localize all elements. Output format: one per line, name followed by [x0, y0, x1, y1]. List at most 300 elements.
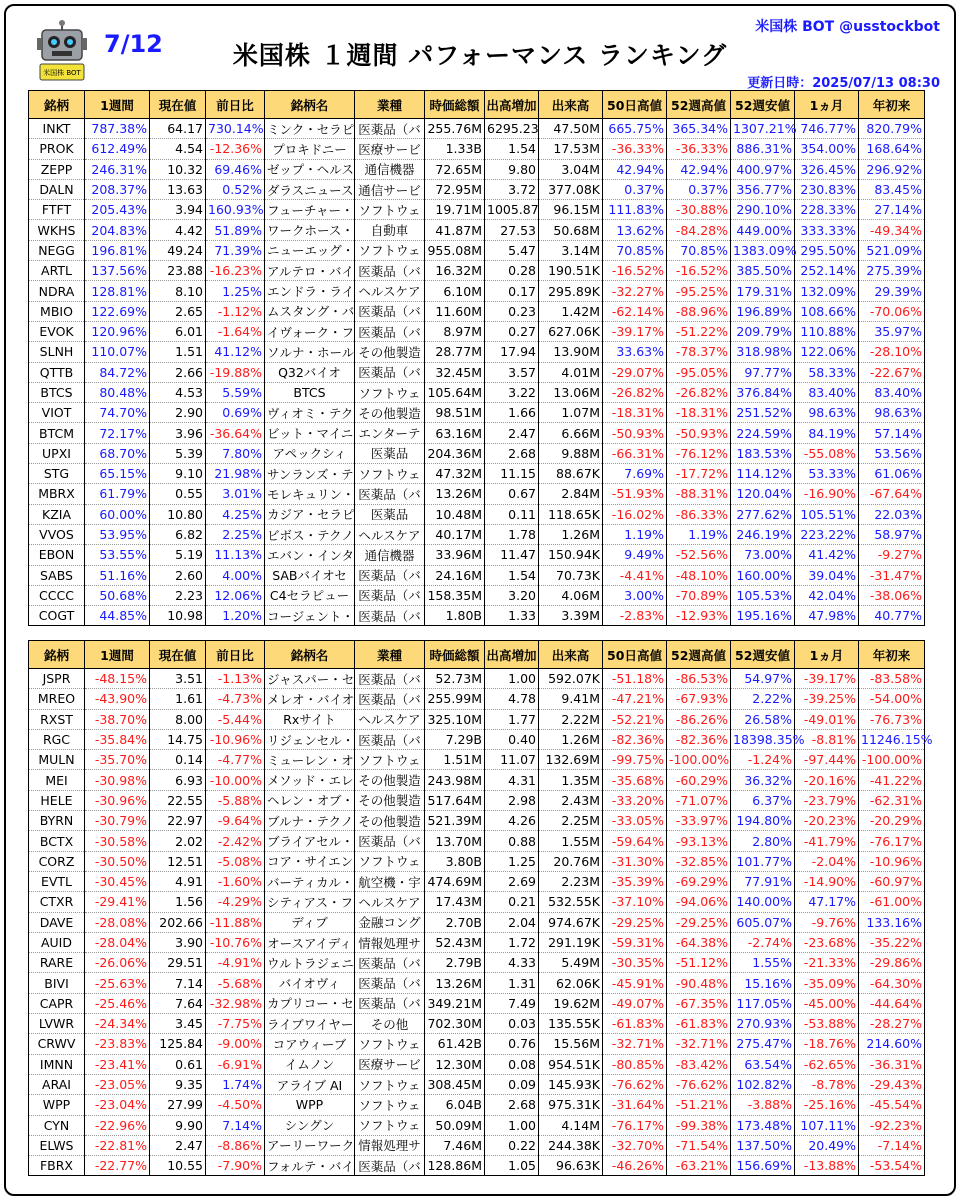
cell-volume: 190.51K	[539, 261, 603, 281]
cell-low-52w: 224.59%	[731, 423, 795, 443]
table-row[interactable]	[29, 606, 925, 626]
cell-market-cap: 17.43M	[425, 892, 485, 912]
table-row[interactable]	[29, 993, 925, 1013]
cell-price: 10.80	[150, 504, 206, 524]
cell-month: 20.49%	[795, 1135, 859, 1155]
cell-week: 72.17%	[85, 423, 150, 443]
cell-high-52w: -90.48%	[667, 973, 731, 993]
table-row[interactable]	[29, 585, 925, 605]
cell-ytd: -35.22%	[859, 932, 925, 952]
column-header-company-name: 銘柄名	[265, 91, 355, 119]
cell-volume: 17.53M	[539, 139, 603, 159]
cell-company-name: シティアス・フ	[265, 892, 355, 912]
cell-ytd: -92.23%	[859, 1115, 925, 1135]
cell-volume: 2.84M	[539, 484, 603, 504]
cell-week: -22.81%	[85, 1135, 150, 1155]
cell-price: 10.32	[150, 159, 206, 179]
table-row[interactable]	[29, 1014, 925, 1034]
cell-volume: 5.49M	[539, 953, 603, 973]
cell-price: 6.93	[150, 770, 206, 790]
cell-ticker[interactable]: WPP	[29, 1095, 85, 1115]
cell-industry: ソフトウェ	[355, 851, 425, 871]
cell-day-change: -1.13%	[206, 669, 265, 689]
cell-week: -23.05%	[85, 1074, 150, 1094]
cell-high-52w: -67.93%	[667, 689, 731, 709]
cell-low-52w: 117.05%	[731, 993, 795, 1013]
cell-month: 223.22%	[795, 524, 859, 544]
table-row[interactable]	[29, 220, 925, 240]
cell-week: -30.45%	[85, 871, 150, 891]
table-row[interactable]	[29, 1135, 925, 1155]
cell-day-change: 71.39%	[206, 240, 265, 260]
cell-industry: 自動車	[355, 220, 425, 240]
cell-low-52w: 449.00%	[731, 220, 795, 240]
cell-low-52w: 6.37%	[731, 790, 795, 810]
cell-industry: 医薬品（バ	[355, 973, 425, 993]
cell-ticker[interactable]: PROK	[29, 139, 85, 159]
cell-ticker[interactable]: SLNH	[29, 342, 85, 362]
table-row[interactable]	[29, 729, 925, 749]
cell-month: -13.88%	[795, 1156, 859, 1176]
cell-ticker[interactable]: INKT	[29, 119, 85, 139]
cell-ticker[interactable]: JSPR	[29, 669, 85, 689]
cell-ticker[interactable]: EVOK	[29, 321, 85, 341]
cell-volume: 295.89K	[539, 281, 603, 301]
cell-company-name: メソッド・エレ	[265, 770, 355, 790]
cell-volume: 20.76M	[539, 851, 603, 871]
cell-ytd: 29.39%	[859, 281, 925, 301]
cell-day-change: -5.68%	[206, 973, 265, 993]
table-row[interactable]	[29, 403, 925, 423]
cell-day-change: -4.73%	[206, 689, 265, 709]
cell-ticker[interactable]: MBRX	[29, 484, 85, 504]
cell-month: 252.14%	[795, 261, 859, 281]
cell-market-cap: 325.10M	[425, 709, 485, 729]
cell-week: 44.85%	[85, 606, 150, 626]
cell-ticker[interactable]: FBRX	[29, 1156, 85, 1176]
cell-low-52w: 1307.21%	[731, 119, 795, 139]
cell-volume: 96.63K	[539, 1156, 603, 1176]
cell-ticker[interactable]: UPXI	[29, 443, 85, 463]
cell-day-change: -12.36%	[206, 139, 265, 159]
cell-industry: その他	[355, 1014, 425, 1034]
table-row[interactable]	[29, 871, 925, 891]
cell-price: 7.14	[150, 973, 206, 993]
cell-market-cap: 41.87M	[425, 220, 485, 240]
cell-price: 29.51	[150, 953, 206, 973]
cell-high-52w: -88.96%	[667, 301, 731, 321]
cell-low-52w: 270.93%	[731, 1014, 795, 1034]
table-row[interactable]	[29, 1095, 925, 1115]
cell-industry: 医薬品（バ	[355, 729, 425, 749]
cell-high-50d: 0.37%	[603, 179, 667, 199]
cell-volume: 15.56M	[539, 1034, 603, 1054]
cell-day-change: 5.59%	[206, 382, 265, 402]
cell-volume: 2.25M	[539, 811, 603, 831]
cell-week: -38.70%	[85, 709, 150, 729]
cell-low-52w: 251.52%	[731, 403, 795, 423]
cell-ticker[interactable]: MEI	[29, 770, 85, 790]
table-row[interactable]	[29, 200, 925, 220]
cell-price: 4.91	[150, 871, 206, 891]
cell-ticker[interactable]: VIOT	[29, 403, 85, 423]
cell-price: 5.19	[150, 545, 206, 565]
cell-ytd: 57.14%	[859, 423, 925, 443]
cell-high-50d: -59.64%	[603, 831, 667, 851]
cell-industry: 医薬品（バ	[355, 362, 425, 382]
cell-market-cap: 1.80B	[425, 606, 485, 626]
cell-high-50d: -16.52%	[603, 261, 667, 281]
table-row[interactable]	[29, 1156, 925, 1176]
cell-ticker[interactable]: DAVE	[29, 912, 85, 932]
cell-low-52w: 97.77%	[731, 362, 795, 382]
cell-company-name: アペックシィ	[265, 443, 355, 463]
column-header-low-52w: 52週安値	[731, 641, 795, 669]
cell-ticker[interactable]: BTCM	[29, 423, 85, 443]
cell-ticker[interactable]: QTTB	[29, 362, 85, 382]
cell-day-change: -10.76%	[206, 932, 265, 952]
cell-ticker[interactable]: BCTX	[29, 831, 85, 851]
cell-high-50d: 111.83%	[603, 200, 667, 220]
cell-week: 205.43%	[85, 200, 150, 220]
cell-market-cap: 47.32M	[425, 464, 485, 484]
cell-volume: 1.35M	[539, 770, 603, 790]
cell-high-52w: 365.34%	[667, 119, 731, 139]
bot-account[interactable]: 米国株 BOT @usstockbot	[755, 19, 940, 35]
cell-day-change: -2.42%	[206, 831, 265, 851]
cell-ticker[interactable]: CAPR	[29, 993, 85, 1013]
cell-ticker[interactable]: ARTL	[29, 261, 85, 281]
cell-ytd: -62.31%	[859, 790, 925, 810]
cell-ticker[interactable]: BYRN	[29, 811, 85, 831]
cell-week: 51.16%	[85, 565, 150, 585]
cell-company-name: フューチャー・	[265, 200, 355, 220]
cell-market-cap: 349.21M	[425, 993, 485, 1013]
cell-month: 105.51%	[795, 504, 859, 524]
cell-volume: 592.07K	[539, 669, 603, 689]
cell-high-50d: -52.21%	[603, 709, 667, 729]
cell-day-change: 69.46%	[206, 159, 265, 179]
cell-low-52w: 160.00%	[731, 565, 795, 585]
cell-high-52w: -61.83%	[667, 1014, 731, 1034]
cell-week: -35.84%	[85, 729, 150, 749]
cell-volume: 291.19K	[539, 932, 603, 952]
cell-price: 6.82	[150, 524, 206, 544]
table-row[interactable]	[29, 261, 925, 281]
cell-month: -18.76%	[795, 1034, 859, 1054]
cell-ticker[interactable]: RARE	[29, 953, 85, 973]
table-row[interactable]	[29, 545, 925, 565]
table-row[interactable]	[29, 484, 925, 504]
table-row[interactable]	[29, 1034, 925, 1054]
cell-industry: 情報処理サ	[355, 1135, 425, 1155]
table-row[interactable]	[29, 811, 925, 831]
table-row[interactable]	[29, 932, 925, 952]
cell-day-change: -36.64%	[206, 423, 265, 443]
cell-week: -28.08%	[85, 912, 150, 932]
cell-ticker[interactable]: CYN	[29, 1115, 85, 1135]
column-header-market-cap: 時価総額	[425, 91, 485, 119]
table-row[interactable]	[29, 524, 925, 544]
cell-ticker[interactable]: RGC	[29, 729, 85, 749]
cell-low-52w: 183.53%	[731, 443, 795, 463]
cell-ticker[interactable]: CORZ	[29, 851, 85, 871]
table-row[interactable]	[29, 565, 925, 585]
cell-industry: 医薬品（バ	[355, 484, 425, 504]
cell-company-name: ブライアセル・	[265, 831, 355, 851]
cell-ticker[interactable]: MBIO	[29, 301, 85, 321]
cell-company-name: ジャスパー・セ	[265, 669, 355, 689]
cell-market-cap: 255.99M	[425, 689, 485, 709]
cell-day-change: -16.23%	[206, 261, 265, 281]
table-row[interactable]	[29, 953, 925, 973]
cell-day-change: 11.13%	[206, 545, 265, 565]
table-row[interactable]	[29, 892, 925, 912]
cell-day-change: 160.93%	[206, 200, 265, 220]
cell-month: 47.17%	[795, 892, 859, 912]
cell-month: 108.66%	[795, 301, 859, 321]
cell-volume-ratio: 2.98	[485, 790, 539, 810]
cell-month: -23.68%	[795, 932, 859, 952]
cell-ticker[interactable]: ARAI	[29, 1074, 85, 1094]
cell-volume-ratio: 1.25	[485, 851, 539, 871]
table-row[interactable]	[29, 159, 925, 179]
cell-day-change: -4.29%	[206, 892, 265, 912]
table-row[interactable]	[29, 973, 925, 993]
cell-ticker[interactable]: ZEPP	[29, 159, 85, 179]
cell-ticker[interactable]: NDRA	[29, 281, 85, 301]
cell-high-52w: -26.82%	[667, 382, 731, 402]
cell-ticker[interactable]: EVTL	[29, 871, 85, 891]
cell-ticker[interactable]: ELWS	[29, 1135, 85, 1155]
cell-company-name: アーリーワーク	[265, 1135, 355, 1155]
cell-day-change: -5.88%	[206, 790, 265, 810]
cell-market-cap: 98.51M	[425, 403, 485, 423]
cell-industry: 医薬品（バ	[355, 689, 425, 709]
cell-ytd: 83.45%	[859, 179, 925, 199]
column-header-ytd: 年初来	[859, 641, 925, 669]
cell-ticker[interactable]: HELE	[29, 790, 85, 810]
cell-ticker[interactable]: MULN	[29, 750, 85, 770]
cell-high-52w: -94.06%	[667, 892, 731, 912]
table-row[interactable]	[29, 790, 925, 810]
cell-company-name: エンドラ・ライ	[265, 281, 355, 301]
table-row[interactable]	[29, 750, 925, 770]
cell-price: 9.35	[150, 1074, 206, 1094]
column-header-high-50d: 50日高値	[603, 641, 667, 669]
table-row[interactable]	[29, 423, 925, 443]
cell-volume: 50.68M	[539, 220, 603, 240]
cell-industry: 医療サービ	[355, 139, 425, 159]
cell-ticker[interactable]: KZIA	[29, 504, 85, 524]
cell-price: 125.84	[150, 1034, 206, 1054]
cell-volume-ratio: 11.47	[485, 545, 539, 565]
table-row[interactable]	[29, 443, 925, 463]
column-header-market-cap: 時価総額	[425, 641, 485, 669]
column-header-ticker: 銘柄	[29, 91, 85, 119]
cell-market-cap: 33.96M	[425, 545, 485, 565]
cell-volume-ratio: 4.33	[485, 953, 539, 973]
table-row[interactable]	[29, 240, 925, 260]
cell-volume-ratio: 3.72	[485, 179, 539, 199]
cell-month: -20.16%	[795, 770, 859, 790]
cell-ticker[interactable]: DALN	[29, 179, 85, 199]
cell-week: 74.70%	[85, 403, 150, 423]
cell-ytd: 521.09%	[859, 240, 925, 260]
cell-company-name: ヘレン・オブ・	[265, 790, 355, 810]
table-row[interactable]	[29, 382, 925, 402]
cell-ticker[interactable]: FTFT	[29, 200, 85, 220]
table-row[interactable]	[29, 1054, 925, 1074]
column-header-ticker: 銘柄	[29, 641, 85, 669]
cell-company-name: ビット・マイニ	[265, 423, 355, 443]
cell-ticker[interactable]: LVWR	[29, 1014, 85, 1034]
cell-ticker[interactable]: RXST	[29, 709, 85, 729]
cell-day-change: 41.12%	[206, 342, 265, 362]
cell-company-name: ビボス・テクノ	[265, 524, 355, 544]
cell-month: -55.08%	[795, 443, 859, 463]
table-row[interactable]	[29, 362, 925, 382]
cell-company-name: イムノン	[265, 1054, 355, 1074]
cell-day-change: -4.91%	[206, 953, 265, 973]
cell-ticker[interactable]: IMNN	[29, 1054, 85, 1074]
cell-ytd: -60.97%	[859, 871, 925, 891]
cell-ytd: 214.60%	[859, 1034, 925, 1054]
cell-ticker[interactable]: CTXR	[29, 892, 85, 912]
cell-volume-ratio: 0.88	[485, 831, 539, 851]
cell-volume: 1.26M	[539, 524, 603, 544]
table-row[interactable]	[29, 709, 925, 729]
cell-day-change: -11.88%	[206, 912, 265, 932]
table-row[interactable]	[29, 119, 925, 139]
cell-market-cap: 13.26M	[425, 484, 485, 504]
cell-high-50d: -32.71%	[603, 1034, 667, 1054]
cell-high-52w: -63.21%	[667, 1156, 731, 1176]
cell-industry: ソフトウェ	[355, 1095, 425, 1115]
column-header-week: 1週間	[85, 641, 150, 669]
table-row[interactable]	[29, 1115, 925, 1135]
cell-industry: その他製造	[355, 342, 425, 362]
cell-market-cap: 308.45M	[425, 1074, 485, 1094]
cell-high-52w: -29.25%	[667, 912, 731, 932]
cell-month: -41.79%	[795, 831, 859, 851]
cell-ytd: -10.96%	[859, 851, 925, 871]
table-row[interactable]	[29, 139, 925, 159]
cell-high-50d: 33.63%	[603, 342, 667, 362]
table-row[interactable]	[29, 179, 925, 199]
cell-low-52w: 173.48%	[731, 1115, 795, 1135]
cell-market-cap: 32.45M	[425, 362, 485, 382]
cell-high-50d: -26.82%	[603, 382, 667, 402]
table-row[interactable]	[29, 504, 925, 524]
cell-month: 42.04%	[795, 585, 859, 605]
table-row[interactable]	[29, 1074, 925, 1094]
cell-market-cap: 2.70B	[425, 912, 485, 932]
table-row[interactable]	[29, 342, 925, 362]
column-header-day-change: 前日比	[206, 91, 265, 119]
cell-volume: 627.06K	[539, 321, 603, 341]
cell-market-cap: 16.32M	[425, 261, 485, 281]
cell-high-50d: -35.68%	[603, 770, 667, 790]
cell-day-change: -10.96%	[206, 729, 265, 749]
cell-industry: ソフトウェ	[355, 1034, 425, 1054]
table-row[interactable]	[29, 689, 925, 709]
cell-volume-ratio: 1.00	[485, 669, 539, 689]
cell-week: -30.96%	[85, 790, 150, 810]
cell-volume-ratio: 1.33	[485, 606, 539, 626]
cell-ticker[interactable]: EBON	[29, 545, 85, 565]
cell-high-50d: -76.17%	[603, 1115, 667, 1135]
cell-market-cap: 702.30M	[425, 1014, 485, 1034]
cell-industry: 医薬品（バ	[355, 261, 425, 281]
cell-volume: 96.15M	[539, 200, 603, 220]
cell-ticker[interactable]: CRWV	[29, 1034, 85, 1054]
cell-high-50d: 665.75%	[603, 119, 667, 139]
table-row[interactable]	[29, 321, 925, 341]
cell-ticker[interactable]: VVOS	[29, 524, 85, 544]
cell-low-52w: 318.98%	[731, 342, 795, 362]
cell-high-52w: -86.53%	[667, 669, 731, 689]
cell-high-52w: -51.12%	[667, 953, 731, 973]
table-row[interactable]	[29, 281, 925, 301]
cell-ticker[interactable]: WKHS	[29, 220, 85, 240]
cell-company-name: リジェンセル・	[265, 729, 355, 749]
cell-high-52w: -69.29%	[667, 871, 731, 891]
cell-month: 47.98%	[795, 606, 859, 626]
cell-ticker[interactable]: AUID	[29, 932, 85, 952]
cell-month: 326.45%	[795, 159, 859, 179]
cell-volume-ratio: 5.47	[485, 240, 539, 260]
table-row[interactable]	[29, 669, 925, 689]
table-row[interactable]	[29, 464, 925, 484]
cell-day-change: 2.25%	[206, 524, 265, 544]
cell-high-52w: 70.85%	[667, 240, 731, 260]
cell-high-50d: -36.33%	[603, 139, 667, 159]
cell-ticker[interactable]: BTCS	[29, 382, 85, 402]
cell-week: -35.70%	[85, 750, 150, 770]
cell-low-52w: 196.89%	[731, 301, 795, 321]
cell-volume-ratio: 0.22	[485, 1135, 539, 1155]
cell-high-52w: -93.13%	[667, 831, 731, 851]
table-row[interactable]	[29, 301, 925, 321]
table-row[interactable]	[29, 851, 925, 871]
cell-market-cap: 50.09M	[425, 1115, 485, 1135]
cell-ticker[interactable]: NEGG	[29, 240, 85, 260]
cell-ticker[interactable]: STG	[29, 464, 85, 484]
cell-industry: ヘルスケア	[355, 524, 425, 544]
table-row[interactable]	[29, 770, 925, 790]
cell-ticker[interactable]: BIVI	[29, 973, 85, 993]
cell-ticker[interactable]: MREO	[29, 689, 85, 709]
cell-high-52w: 42.94%	[667, 159, 731, 179]
table-row[interactable]	[29, 912, 925, 932]
cell-month: -20.23%	[795, 811, 859, 831]
cell-day-change: 7.80%	[206, 443, 265, 463]
table-row[interactable]	[29, 831, 925, 851]
cell-ticker[interactable]: COGT	[29, 606, 85, 626]
cell-company-name: BTCS	[265, 382, 355, 402]
cell-week: -23.83%	[85, 1034, 150, 1054]
cell-day-change: 12.06%	[206, 585, 265, 605]
cell-ticker[interactable]: SABS	[29, 565, 85, 585]
cell-ytd: 98.63%	[859, 403, 925, 423]
cell-price: 1.61	[150, 689, 206, 709]
cell-price: 0.61	[150, 1054, 206, 1074]
cell-ticker[interactable]: CCCC	[29, 585, 85, 605]
cell-week: -23.04%	[85, 1095, 150, 1115]
cell-high-52w: -99.38%	[667, 1115, 731, 1135]
cell-volume-ratio: 0.40	[485, 729, 539, 749]
